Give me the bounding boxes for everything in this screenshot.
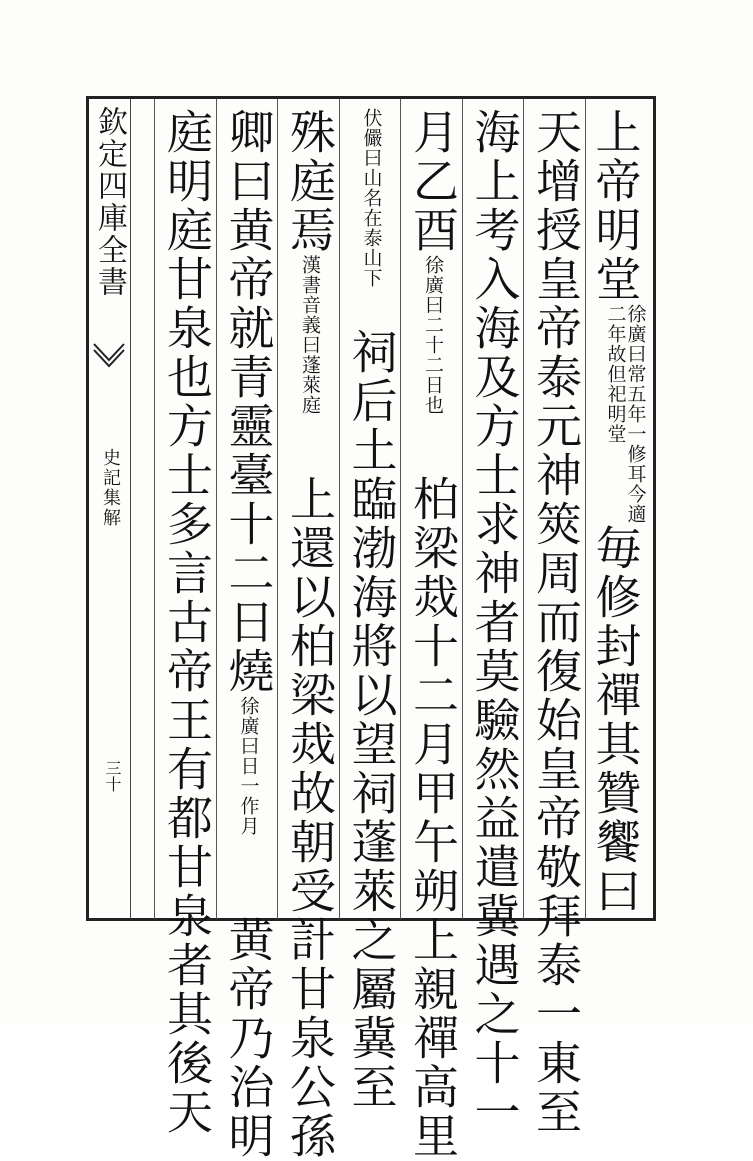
- frame-right-rule: [653, 96, 656, 921]
- text-column: [588, 108, 647, 916]
- column-rule: [154, 99, 155, 919]
- text-column: [405, 108, 461, 1161]
- text-column: [344, 108, 400, 1112]
- main-text: 庭明庭甘泉也方士多言古帝王有都甘泉者其後天: [160, 108, 214, 1137]
- fish-tail-mark-icon: [92, 340, 126, 368]
- main-text: 上帝明堂: [588, 108, 643, 304]
- text-column: [221, 108, 277, 1161]
- margin-strip-rule: [130, 99, 131, 919]
- main-text: 月乙酉: [406, 108, 460, 255]
- column-rule: [462, 99, 463, 919]
- main-text: 柏梁烖十二月甲午朔上親禪高里: [406, 475, 460, 1161]
- main-text: 海上考入海及方士求神者莫驗然益遣冀遇之十一: [467, 108, 522, 1137]
- text-column: [282, 108, 338, 1161]
- column-rule: [523, 99, 524, 919]
- margin-title: 欽定四庫全書: [92, 106, 127, 298]
- main-text: 祠后土臨渤海將以望祠蓬萊之屬冀至: [344, 328, 399, 1112]
- commentary-note: 徐廣曰日一作月: [237, 696, 260, 836]
- main-text: 天增授皇帝泰元神筴周而復始皇帝敬拜泰一東至: [529, 108, 583, 1137]
- commentary-note: 徐廣曰常五年一修耳今適二年故但祀明堂: [604, 304, 647, 524]
- main-text: 上還以柏梁烖故朝受計甘泉公孫: [283, 475, 337, 1161]
- main-text: 卿曰黄帝就青靈臺十二日燒: [221, 108, 276, 696]
- commentary-note: 伏儼曰山名在泰山下: [360, 108, 383, 288]
- commentary-note: 漢書音義曰蓬萊庭: [299, 255, 321, 415]
- main-text: 黄帝乃治明: [221, 916, 276, 1161]
- text-column: [528, 108, 584, 1137]
- column-rule: [585, 99, 586, 919]
- margin-book-title: 史記集解: [100, 448, 121, 528]
- text-column: [159, 108, 215, 1137]
- text-column: [467, 108, 523, 1137]
- frame-top-rule: [86, 96, 656, 99]
- commentary-note: 徐廣曰二十二日也: [422, 255, 444, 415]
- main-text: 毎修封禪其贊饗曰: [588, 524, 643, 916]
- main-text: 殊庭焉: [283, 108, 337, 255]
- page-number: 三十: [103, 760, 122, 792]
- frame-left-rule: [86, 96, 89, 921]
